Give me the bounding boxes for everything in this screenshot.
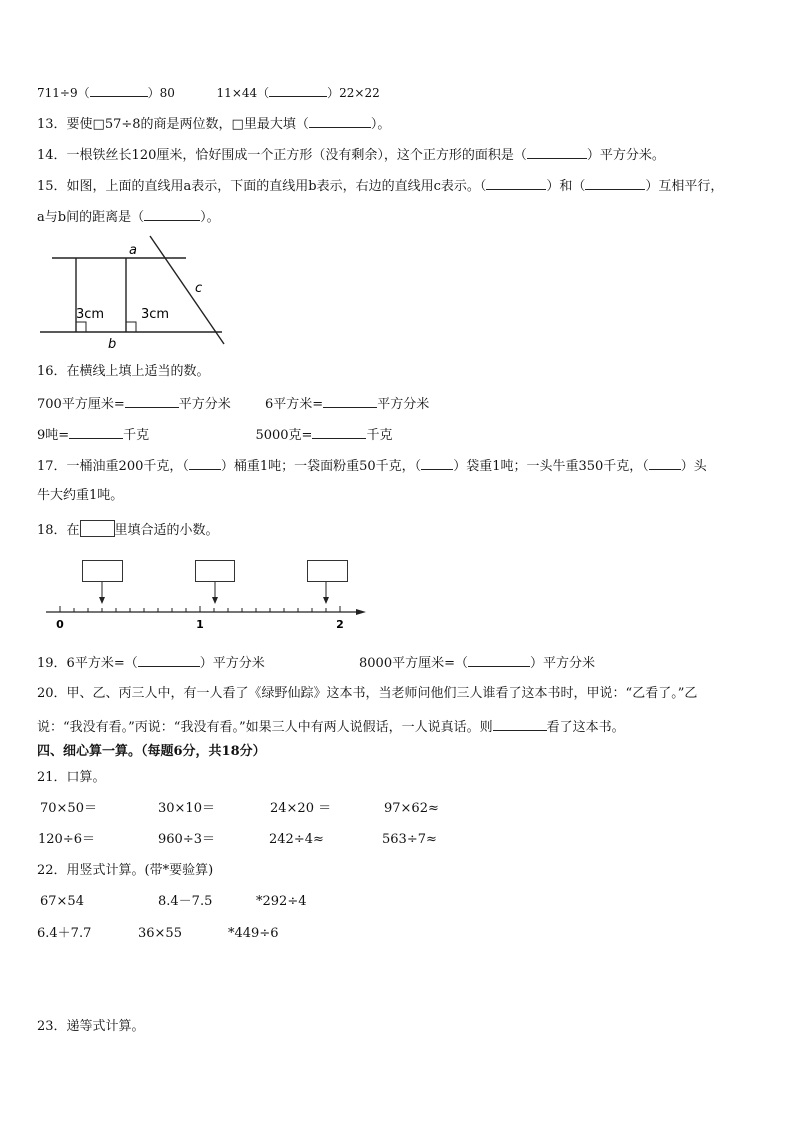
math-item: 97×62≈: [384, 801, 439, 816]
down-arrow-icon: [323, 597, 329, 604]
tick-label: 1: [196, 618, 204, 631]
number-line-answer-box[interactable]: [82, 560, 123, 582]
question-23: 23．递等式计算。: [37, 1019, 145, 1034]
calc-item: *449÷6: [228, 926, 279, 941]
calc-item: *292÷4: [256, 894, 307, 909]
answer-blank[interactable]: [312, 426, 366, 439]
answer-blank[interactable]: [144, 208, 200, 221]
number-line: [40, 580, 370, 632]
answer-blank[interactable]: [493, 718, 547, 731]
question-19: 19．6平方米=（ ）平方分米 8000平方厘米=（ ）平方分米: [37, 656, 596, 671]
question-17-line1: 17．一桶油重200千克，（ ）桶重1吨；一袋面粉重50千克，（ ）袋重1吨；一头牛重350千克，（ ）头: [37, 459, 707, 474]
answer-blank[interactable]: [486, 177, 546, 190]
question-16-row1: 700平方厘米= 平方分米 6平方米= 平方分米: [37, 397, 430, 412]
answer-blank[interactable]: [649, 457, 681, 470]
question-15-line2: a与b间的距离是（ ）。: [37, 210, 220, 225]
question-16-row2: 9吨= 千克 5000克= 千克: [37, 428, 393, 443]
question-13: 13．要使□57÷8的商是两位数，□里最大填（ ）。: [37, 117, 391, 132]
calc-item: 36×55: [138, 926, 182, 941]
math-item: 242÷4≈: [269, 832, 324, 847]
answer-blank[interactable]: [421, 457, 453, 470]
math-item: 24×20 ＝: [270, 801, 332, 816]
answer-blank[interactable]: [527, 146, 587, 159]
comparison-line: 711÷9（ ）80 11×44（ ）22×22: [37, 86, 380, 100]
question-16: 16．在横线上填上适当的数。: [37, 364, 210, 379]
arrow-head-icon: [356, 609, 366, 615]
number-line-answer-box[interactable]: [195, 560, 235, 582]
number-line-answer-box[interactable]: [307, 560, 348, 582]
line-c: [150, 236, 224, 344]
answer-box-icon: [80, 520, 115, 537]
answer-blank[interactable]: [323, 395, 377, 408]
math-item: 70×50＝: [40, 801, 97, 816]
math-item: 563÷7≈: [382, 832, 437, 847]
calc-item: 8.4－7.5: [158, 894, 213, 909]
answer-blank[interactable]: [138, 654, 200, 667]
answer-blank[interactable]: [585, 177, 645, 190]
question-14: 14．一根铁丝长120厘米，恰好围成一个正方形（没有剩余），这个正方形的面积是（ ）平方分米。: [37, 148, 665, 163]
math-item: 30×10＝: [158, 801, 215, 816]
distance-label: 3cm: [76, 307, 105, 322]
question-17-line2: 牛大约重1吨。: [37, 488, 124, 503]
question-20-line1: 20．甲、乙、丙三人中，有一人看了《绿野仙踪》这本书，当老师问他们三人谁看了这本书时，甲说：“乙看了。”乙: [37, 686, 698, 701]
question-20-line2: 说：“我没有看。”丙说：“我没有看。”如果三人中有两人说假话，一人说真话。则 看了这本书。: [37, 720, 625, 735]
calc-item: 67×54: [40, 894, 84, 909]
down-arrow-icon: [99, 597, 105, 604]
math-item: 120÷6＝: [38, 832, 95, 847]
answer-blank[interactable]: [90, 84, 148, 97]
answer-blank[interactable]: [69, 426, 123, 439]
tick-label: 2: [336, 618, 344, 631]
right-angle-mark: [76, 322, 86, 332]
question-15-line1: 15．如图，上面的直线用a表示，下面的直线用b表示，右边的直线用c表示。（ ）和（ ）互相平行，: [37, 179, 724, 194]
parallel-lines-figure: [36, 232, 232, 354]
calc-item: 6.4＋7.7: [37, 926, 92, 941]
answer-blank[interactable]: [269, 84, 327, 97]
label-a: a: [129, 243, 137, 258]
right-angle-mark: [126, 322, 136, 332]
question-22: 22．用竖式计算。(带*要验算): [37, 863, 214, 878]
section-heading: 四、细心算一算。（每题6分，共18分）: [37, 744, 266, 759]
down-arrow-icon: [212, 597, 218, 604]
question-21: 21．口算。: [37, 770, 106, 785]
label-b: b: [108, 337, 117, 352]
answer-blank[interactable]: [468, 654, 530, 667]
question-18: 18．在 里填合适的小数。: [37, 520, 219, 539]
answer-blank[interactable]: [189, 457, 221, 470]
answer-blank[interactable]: [309, 115, 371, 128]
tick-label: 0: [56, 618, 64, 631]
math-item: 960÷3＝: [158, 832, 215, 847]
label-c: c: [195, 281, 203, 296]
answer-blank[interactable]: [125, 395, 179, 408]
distance-label: 3cm: [141, 307, 170, 322]
